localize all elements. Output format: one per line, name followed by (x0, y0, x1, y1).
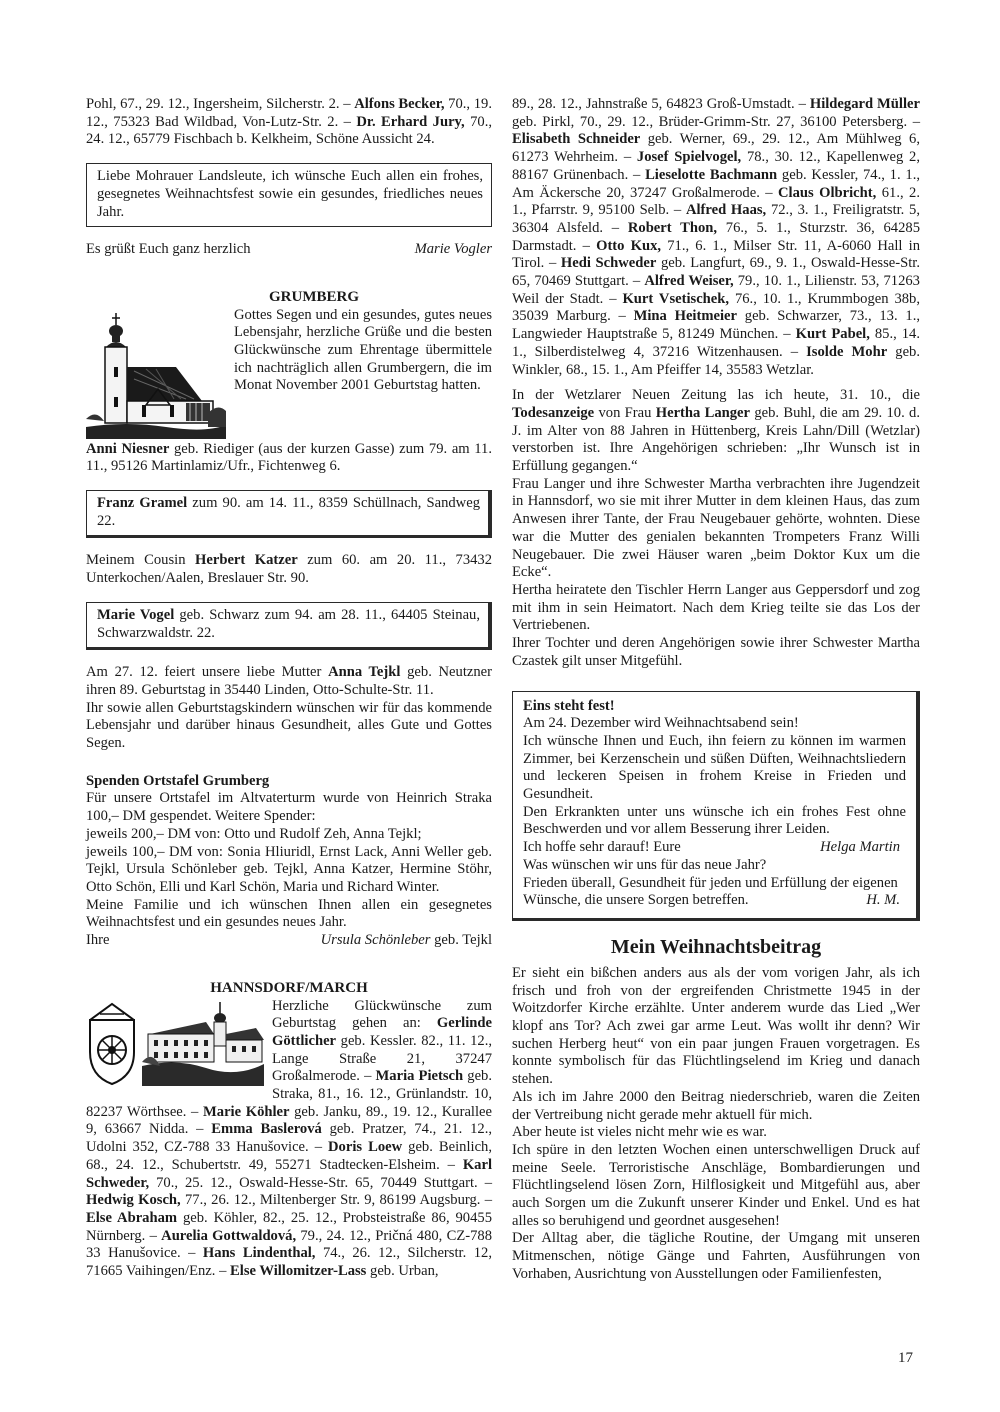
person-name: Josef Spielvogel, (636, 149, 742, 166)
greeting-box (86, 163, 492, 227)
church-illustration-icon (86, 309, 226, 439)
text-run: 85., 14. 1., Silberdistelweg 4, 37216 Witzenhausen. – (512, 326, 920, 360)
gramel-box (86, 490, 492, 538)
text-run: 77., 26. 12., Miltenberger Str. 9, 86199 Augsburg. – (180, 1192, 492, 1209)
person-name: Doris Loew (328, 1139, 403, 1156)
person-name: Gerlinde Göttlicher (272, 1015, 492, 1049)
greeting-sign-name: Marie Vogler (414, 241, 492, 258)
text-run: geb. Pratzer, 74., 21. 12., Udolni 352, CZ-788 33 Hanušovice. – (86, 1121, 493, 1156)
left-column (86, 96, 492, 1281)
person-name: Hertha Langer (655, 404, 751, 421)
person-name: Marie Köhler (203, 1103, 290, 1120)
hannsdorf-illustration (86, 1000, 264, 1088)
text-run: 79., 24. 12., Pričná 480, CZ-788 33 Hanušovice. – (86, 1227, 492, 1262)
text-run: 89., 28. 12., Jahnstraße 5, 64823 Groß-Umstadt. – (512, 96, 810, 112)
text-run: geb. Riediger (aus der kurzen Gasse) zum 79. am 11. 11., 95126 Martinlamiz/Ufr., Fichtenweg 6. (86, 440, 493, 475)
person-name: Marie Vogel (97, 606, 175, 623)
text-run: 70., 25. 12., Oswald-Hesse-Str. 65, 70449 Stuttgart. – (149, 1174, 492, 1191)
eins-peace-sign: H. M. (866, 892, 900, 909)
spenden-sign-left: Ihre (86, 932, 110, 949)
text-run: 71., 6. 1., Milser Str. 11, A-6060 Hall in Tirol. – (512, 237, 920, 272)
langer-paragraph-1 (512, 387, 920, 476)
greeting-text: Liebe Mohrauer Landsleute, ich wünsche Euch allen ein frohes, gesegnetes Weihnachtsfest sowie ein gesundes, friedliches neues Jahr. (97, 168, 483, 220)
person-name: Anni Niesner (86, 440, 170, 457)
person-name: Franz Gramel (97, 495, 188, 512)
person-name: Hans Lindenthal, (202, 1245, 316, 1262)
text-run: 76., 5. 1., Sturzstr. 36, 64285 Darmstadt. – (512, 219, 920, 254)
person-name: Anna Tejkl (328, 664, 401, 681)
hannsdorf-title: HANNSDORF/MARCH (210, 979, 368, 996)
text-run: 78., 30. 12., Kapellenweg 2, 88167 Grünenbach. – (512, 149, 921, 183)
intro-birthdays (86, 96, 492, 149)
spenden-line-3: jeweils 100,– DM von: Sonia Hliuridl, Ernst Lack, Anni Weller geb. Tejkl, Ursula Schönleber geb. Tejkl, Anna Katzer, Hermine Stöhr, Otto Schön, Elli und Karl Schön, Maria und Richard Winter. (86, 843, 492, 895)
text-run: Am 27. 12. feiert unsere liebe Mutter (86, 664, 329, 681)
text-run: geb. Urban, (366, 1263, 439, 1280)
eins-hope (523, 839, 906, 857)
spenden-line-4: Meine Familie und ich wünschen Ihnen allen ein gesegnetes Weihnachtsfest und ein gesundes neues Jahr. (86, 896, 492, 931)
eins-peace (523, 875, 906, 910)
person-name: Mina Heitmeier (633, 308, 737, 325)
person-name: Robert Thon, (627, 219, 718, 236)
person-name: Hildegard Müller (809, 96, 920, 112)
text-run: zum 60. am 20. 11., 73432 Unterkochen/Aalen, Breslauer Str. 90. (86, 552, 493, 587)
text-run: 70., 19. 12., 75323 Bad Wildbad, Von-Lutz-Str. 2. – (86, 96, 492, 130)
langer-paragraph-2 (512, 476, 920, 582)
text-run: geb. Janku, 89., 19. 12., Kurallee 9, 63667 Nidda. – (86, 1103, 492, 1138)
text-run: 79., 10. 1., Lilienstr. 53, 71263 Weil der Stadt. – (512, 273, 920, 307)
beitrag-paragraph-3: Aber heute ist vieles nicht mehr wie es war. (512, 1124, 767, 1141)
text-run: geb. Kessler, 74., 1. 1., Am Äckersche 20, 37247 Großalmerode. – (512, 166, 920, 201)
text-run: 70., 24. 12., 65779 Fischbach b. Kelkheim, Schöne Aussicht 24. (86, 113, 492, 148)
spenden-signature (86, 932, 492, 950)
person-name: Else Willomitzer-Lass (230, 1263, 367, 1280)
person-name: Kurt Pabel, (795, 326, 870, 343)
person-name: Elisabeth Schneider (512, 131, 641, 148)
vogel-box (86, 602, 492, 650)
text-run: geb. Langfurt, 69., 9. 1., Oswald-Hesse-Str. 65, 70469 Stuttgart. – (512, 255, 920, 290)
text-run: 76., 10. 1., Krummbogen 38b, 35039 Marburg. – (512, 290, 920, 325)
person-name: Dr. Erhard Jury, (356, 113, 465, 130)
eins-line-2: Ich wünsche Ihnen und Euch, ihn feiern zu können im warmen Zimmer, bei Kerzenschein und süßen Düften, Weihnachtsliedern und leckeren Speisen in frohem Kreise in Frieden und Gesundheit. (523, 732, 906, 803)
text-run: geb. Straka, 81., 16. 12., Grünlandstr. 10, 82237 Wörthsee. – (86, 1068, 492, 1120)
text-run: geb. Buhl, die am 29. 10. d. J. im Alter von 88 Jahren in Hüttenberg, Kreis Lahn/Dill (Wetzlar) verstorben ist. Ihre Angehörigen schrieben: „Ihr Wunsch ist in Erfüllung gegangen.“ (512, 404, 920, 475)
person-name: Karl Schweder, (86, 1156, 492, 1191)
greeting-sign-left: Es grüßt Euch ganz herzlich (86, 241, 251, 258)
eins-peace-text: Frieden überall, Gesundheit für jeden und Erfüllung der eigenen Wünsche, die unsere Sorgen betreffen. (523, 874, 898, 909)
text-run: Hertha heiratete den Tischler Herrn Langer aus Geppersdorf und zog mit ihm in sein Heimatort. Nach dem Krieg teilte sie das Los der Vertriebenen. (512, 581, 920, 634)
person-name: Maria Pietsch (375, 1068, 464, 1085)
grumberg-title: GRUMBERG (269, 288, 359, 305)
grumberg-wishes: Ihr sowie allen Geburtstagskindern wünschen wir für das kommende Lebensjahr und darüber hinaus Gesundheit, alles Gute und Gottes Segen. (86, 699, 492, 752)
langer-paragraph-3 (512, 582, 920, 635)
text-run: Pohl, 67., 29. 12., Ingersheim, Silcherstr. 2. – (86, 96, 355, 112)
person-name: Alfons Becker, (354, 96, 445, 112)
hannsdorf-birthdays-continued (512, 96, 920, 379)
person-name: Alfred Weiser, (644, 273, 734, 290)
text-run: 72., 3. 1., Freiligratstr. 5, 36304 Alsfeld. – (512, 202, 921, 236)
spenden-sign-name: Ursula Schönleber (320, 932, 431, 949)
text-run: Meinem Cousin (86, 552, 196, 569)
grumberg-niesner (86, 441, 492, 476)
spenden-line-1: Für unsere Ortstafel im Altvaterturm wurde von Heinrich Straka 100,– DM gespendet. Weitere Spender: (86, 790, 492, 825)
person-name: Alfred Haas, (685, 202, 767, 219)
text-run: geb. Schwarz zum 94. am 28. 11., 64405 Steinau, Schwarzwaldstr. 22. (97, 606, 480, 641)
eins-question: Was wünschen wir uns für das neue Jahr? (523, 856, 767, 873)
spenden-heading: Spenden Ortstafel Grumberg (86, 772, 270, 789)
grumberg-intro: Gottes Segen und ein gesundes, gutes neues Lebensjahr, herzliche Grüße und die besten Glückwünsche zum Ehrentage übermittele ich nachträglich allen Grumbergern, die im Monat November 2001 Geburtstag hatten. (234, 306, 492, 394)
eins-hope-sign: Helga Martin (820, 839, 900, 856)
hannsdorf-coat-of-arms-icon (90, 1004, 134, 1084)
right-column (512, 96, 920, 1284)
text-run: geb. Schwarzer, 73., 13. 1., Langwieder Hauptstraße 5, 81249 München. – (512, 308, 920, 343)
beitrag-paragraph-1: Er sieht ein bißchen anders aus als der vom vorigen Jahr, als ich frisch und froh von der ergreifenden Christmette 1945 in der Woitzdorfer Kirche erzählte. Unter anderem wurde das Lied „Wer klopf ans Tor? Ach zwei gar arme Leut. Was wollt ihr denn? Wir suchen Herberg heut“ von ein paar jungen Frauen vorgetragen. Es konnte symbolisch für das Flüchtlingselend im Krieg und danach stehen. (512, 964, 920, 1088)
grumberg-section (86, 307, 492, 476)
text-run: In der Wetzlarer Neuen Zeitung las ich heute, 31. 10., die (512, 387, 920, 404)
text-run: 61., 2. 1., Pfarrstr. 9, 95100 Selb. – (512, 184, 920, 219)
greeting-signature (86, 241, 492, 259)
eins-steht-fest-box (512, 691, 920, 921)
page-number: 17 (898, 1350, 913, 1366)
text-run: von Frau (594, 404, 656, 421)
katzer-text (86, 552, 492, 587)
person-name: Hedwig Kosch, (86, 1192, 181, 1209)
text-run: geb. Werner, 69., 29. 12., Am Mühlweg 6, 61273 Wehrheim. – (512, 131, 921, 166)
person-name: Lieselotte Bachmann (645, 166, 778, 183)
eins-heading: Eins steht fest! (523, 697, 615, 714)
text-run: geb. Beinlich, 68., 24. 12., Schubertstr. 49, 55271 Stadtecken-Elsheim. – (86, 1139, 492, 1173)
vogel-text (97, 607, 480, 642)
text-run: geb. Pirkl, 70., 29. 12., Brüder-Grimm-Str. 27, 36100 Petersberg. – (512, 113, 920, 130)
text-run: Ihrer Tochter und deren Angehörigen sowie ihrer Schwester Martha Czastek gilt unser Mitgefühl. (512, 635, 920, 669)
spenden-sign-right (321, 932, 492, 950)
hannsdorf-section (86, 998, 492, 1281)
eins-line-3: Den Erkrankten unter uns wünsche ich ein frohes Fest ohne Beschwerden und vor allem Besserung ihrer Leiden. (523, 803, 906, 838)
beitrag-paragraph-5: Der Alltag aber, die tägliche Routine, der Umgang mit unseren Mitmenschen, nötige Gänge und Fahrten, Ausführungen von Vorhaben, Ausrichtung von Ausstellungen oder Familienfesten, (512, 1230, 920, 1282)
person-name: Emma Baslerová (211, 1121, 322, 1138)
hannsdorf-images (86, 1000, 264, 1094)
text-run: Frau Langer und ihre Schwester Martha verbrachten ihre Jugendzeit in Hannsdorf, wo sie mit ihrer Mutter in dem kleinen Haus, das zum Anwesen ihrer Tante, der Frau Neugebauer gehörte, wohnten. Diese war die Mutter des genialen bekannten Trompeters Franz Willi Neugebauer. Die zwei Häuser waren „beim Doktor Kux um die Ecke“. (512, 475, 920, 581)
text-run: zum 90. am 14. 11., 8359 Schüllnach, Sandweg 22. (97, 495, 480, 529)
eins-line-1: Am 24. Dezember wird Weihnachtsabend sein! (523, 715, 799, 732)
text-run: geb. Winkler, 68., 15. 1., Am Pfeiffer 14, 35583 Wetzlar. (512, 343, 920, 378)
person-name: Hedi Schweder (560, 255, 657, 272)
gramel-text (97, 495, 480, 530)
beitrag-paragraph-2: Als ich im Jahre 2000 den Beitrag niederschrieb, waren die Zeiten der Vertreibung nicht gerade mehr aktuell für mich. (512, 1088, 920, 1123)
text-run: geb. Neutzner ihren 89. Geburtstag in 35440 Linden, Otto-Schulte-Str. 11. (86, 664, 493, 698)
eins-hope-text: Ich hoffe sehr darauf! Eure (523, 839, 681, 856)
tejkl-text (86, 664, 492, 699)
person-name: Todesanzeige (512, 404, 595, 421)
person-name: Claus Olbricht, (778, 184, 877, 201)
person-name: Else Abraham (86, 1209, 178, 1226)
person-name: Kurt Vsetischek, (622, 290, 730, 307)
langer-obituary (512, 387, 920, 670)
beitrag-paragraph-4: Ich spüre in den letzten Wochen einen unterschwelligen Druck auf meine Seele. Terroristische Anschläge, Bombardierungen und Flüchtlingselend lösen Zorn, Hilflosigkeit und Mitgefühl aus, aber auch Sorgen um die Zukunft unserer Kinder und Enkel. Und es hat alles so beruhigend und geordnet ausgesehen! (512, 1141, 920, 1229)
text-run: geb. Köhler, 82., 25. 12., Probsteistraße 86, 90455 Nürnberg. – (86, 1209, 492, 1244)
person-name: Isolde Mohr (806, 343, 888, 360)
text-run: geb. Kessler. 82., 11. 12., Lange Straße 21, 37247 Großalmerode. – (272, 1032, 492, 1085)
spenden-line-2: jeweils 200,– DM von: Otto und Rudolf Zeh, Anna Tejkl; (86, 825, 422, 842)
person-name: Otto Kux, (596, 237, 662, 254)
spenden-sign-suffix: geb. Tejkl (430, 932, 492, 949)
person-name: Aurelia Gottwaldová, (161, 1227, 297, 1244)
beitrag-title: Mein Weihnachtsbeitrag (610, 935, 822, 958)
text-run: Herzliche Glückwünsche zum Geburtstag gehen an: (272, 997, 492, 1032)
langer-paragraph-4 (512, 635, 920, 670)
hannsdorf-castle-illustration-icon (142, 1002, 264, 1086)
text-run: 74., 26. 12., Silcherstr. 12, 71665 Vaihingen/Enz. – (86, 1245, 492, 1280)
person-name: Herbert Katzer (195, 552, 298, 569)
